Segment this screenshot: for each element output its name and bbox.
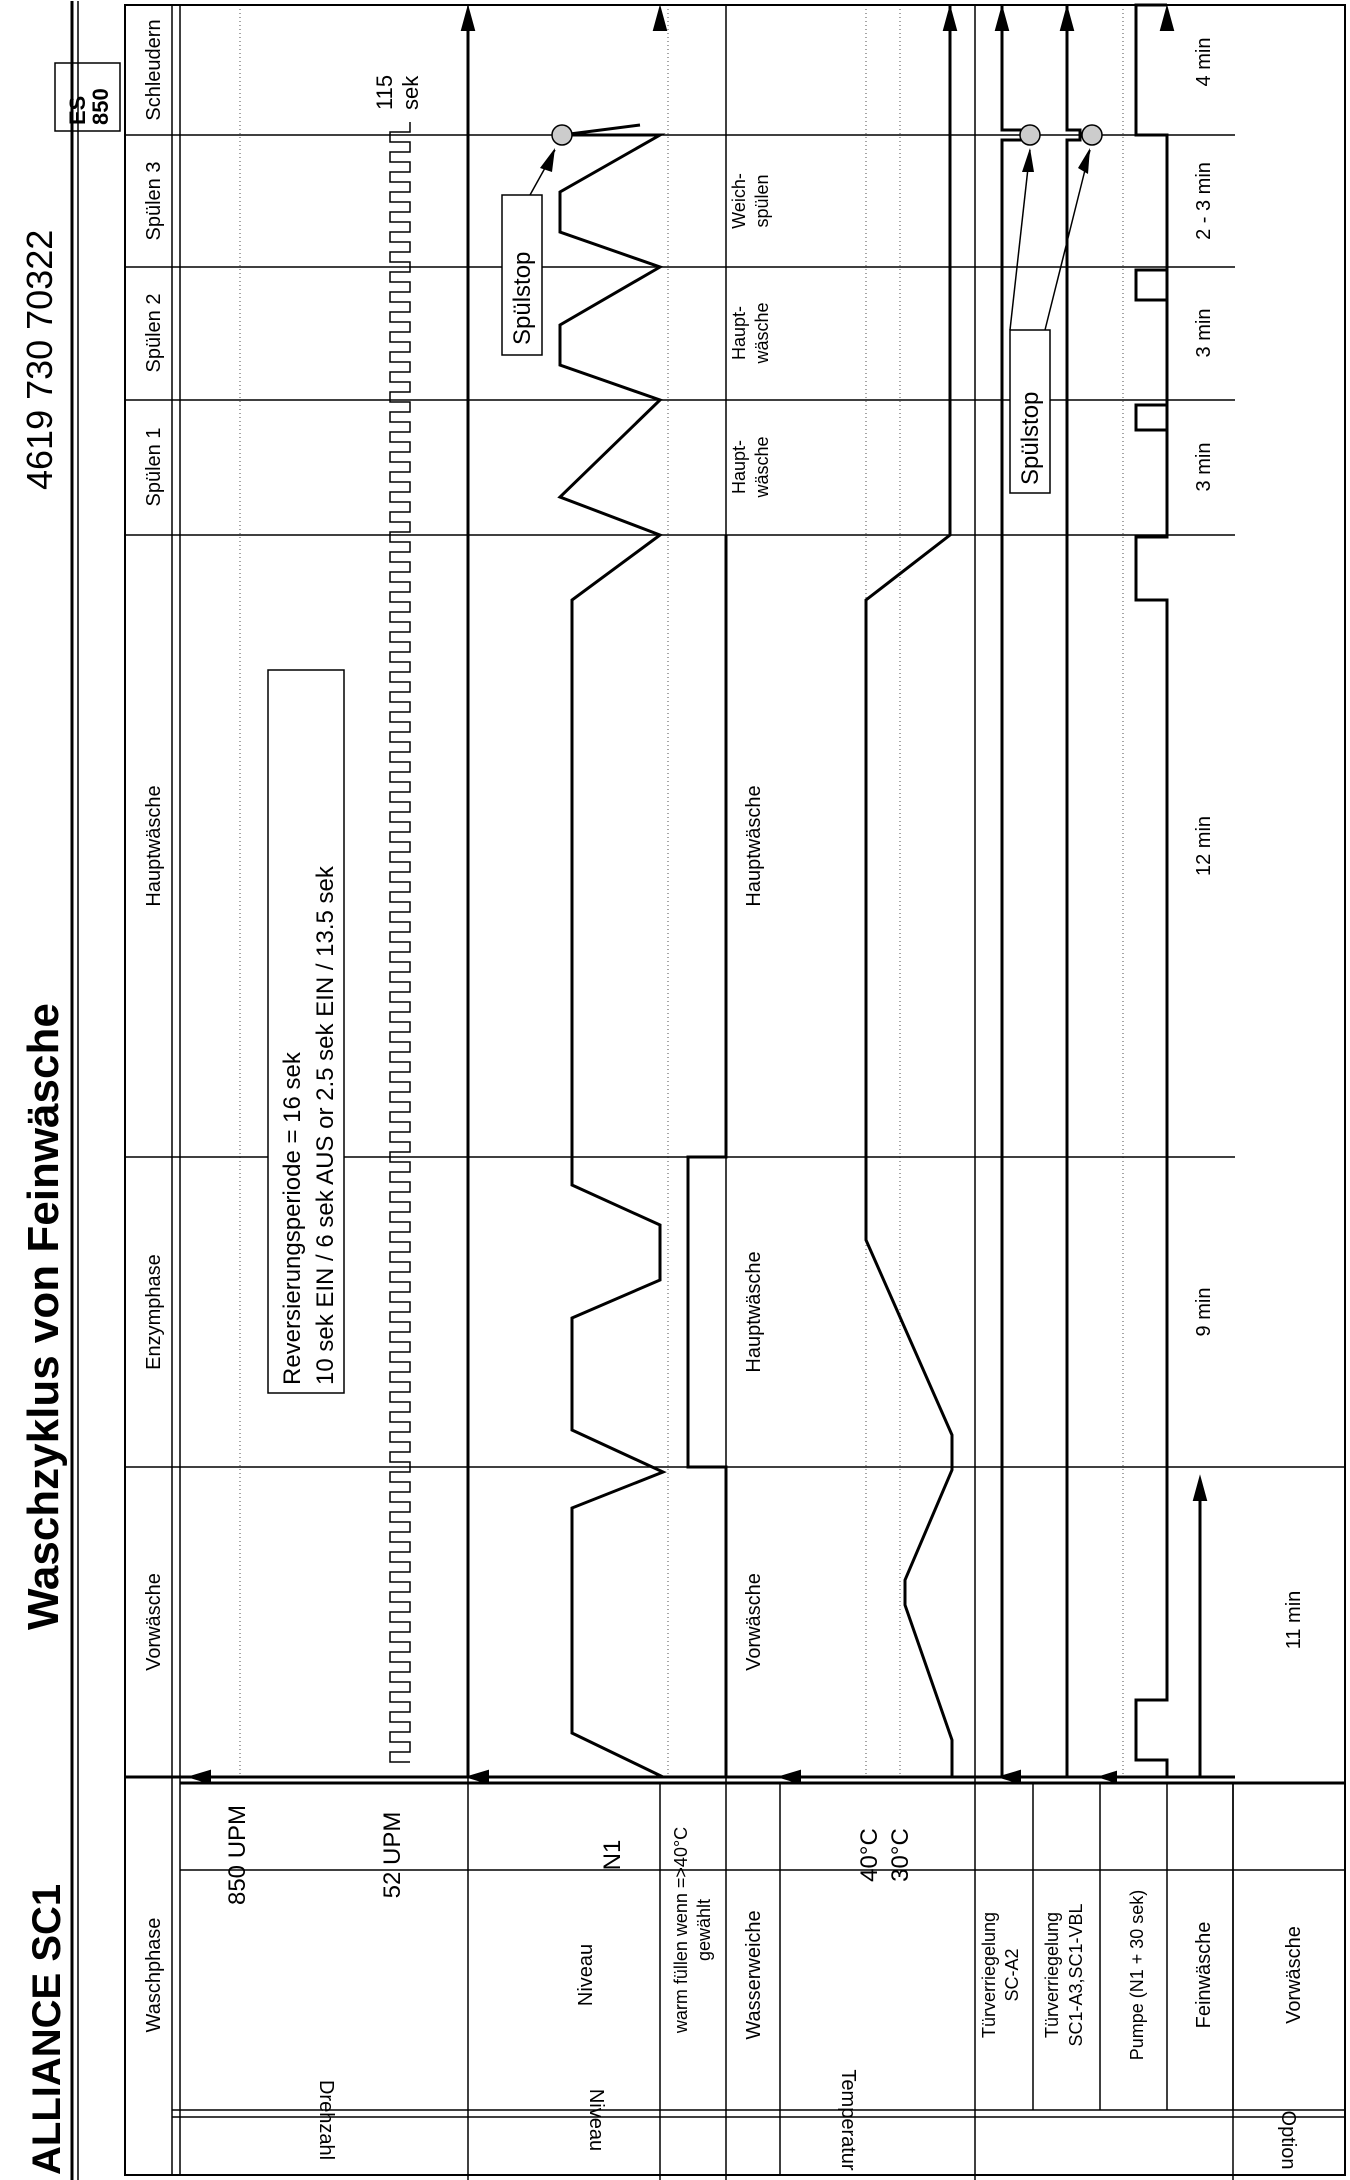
label-waschphase: Waschphase [143,1917,165,2033]
door-lock-a3-curve [1067,5,1095,1777]
note-boxes [55,60,1050,1393]
water-label-vorwaesche: Vorwäsche [743,1573,765,1671]
phase-label-spuelen1: Spülen 1 [143,427,165,507]
duration-spuelen2: 3 min [1193,308,1215,358]
phase-label-spuelen3: Spülen 3 [143,161,165,241]
group-label-temperatur: Temperatur [837,2069,859,2171]
level-curve [560,135,663,1777]
note-reversing-2: 10 sek EIN / 6 sek AUS or 2.5 sek EIN / 13.5 sek [312,866,339,1385]
signal-curves [468,5,1200,1777]
label-feinwaesche: Feinwäsche [1193,1921,1215,2029]
rinse-stop-arrowheads [540,148,1090,174]
label-pump: Pumpe (N1 + 30 sek) [1127,1889,1147,2061]
note-es-1: ES [65,95,90,125]
duration-option: 11 min [1283,1590,1305,1650]
group-label-option: Option [1277,2110,1299,2170]
phase-label-vorwaesche: Vorwäsche [143,1573,165,1671]
door-lock-a2-curve [1002,5,1038,1777]
phase-label-enzymphase: Enzymphase [143,1254,165,1370]
water-label-hauptwaesche: Hauptwäsche [743,785,765,907]
label-n1: N1 [599,1839,626,1871]
water-label-spuelen1-b: wäsche [752,436,772,498]
label-door-a3-1: Türverriegelung [1042,1911,1062,2039]
duration-hauptwaesche: 12 min [1193,815,1215,877]
duration-spuelen3: 2 - 3 min [1193,162,1215,240]
water-label-spuelen3-a: Weich- [729,173,749,229]
reversing-wave [390,122,410,1762]
phase-label-hauptwaesche: Hauptwäsche [143,785,165,907]
water-label-spuelen1-a: Haupt- [729,439,749,495]
duration-enzymphase: 9 min [1193,1287,1215,1337]
water-label-spuelen2-b: wäsche [752,302,772,364]
note-es-2: 850 [88,88,113,125]
duration-spuelen1: 3 min [1193,442,1215,492]
note-reversing-1: Reversierungsperiode = 16 sek [279,1052,306,1385]
label-door-a2-1: Türverriegelung [979,1911,999,2039]
label-speed-high: 850 UPM [224,1804,251,1906]
label-door-a3-2: SC1-A3,SC1-VBL [1066,1903,1086,2047]
water-valve-curve [688,535,726,1777]
phase-label-schleudern: Schleudern [143,19,165,121]
page-title: Waschzyklus von Feinwäsche [19,1003,68,1630]
note-rinse-stop-2: Spülstop [1017,391,1044,485]
part-number: 4619 730 70322 [19,229,60,490]
label-warm-fill-2: gewählt [694,1898,714,1962]
label-warm-fill-1: warm füllen wenn =>40°C [671,1826,691,2034]
duration-schleudern: 4 min [1193,37,1215,87]
note-spin-1: 115 [372,74,397,110]
temperature-curve [866,5,952,1777]
note-rinse-stop-1: Spülstop [509,251,536,345]
group-label-niveau: Niveau [585,2088,607,2152]
label-speed-low: 52 UPM [379,1811,406,1899]
group-label-drehzahl: Drehzahl [315,2079,337,2161]
label-vorwaesche: Vorwäsche [1283,1926,1305,2024]
label-temp-40: 40°C [856,1828,883,1882]
note-spin-2: sek [398,75,423,110]
label-temp-30: 30°C [887,1828,914,1882]
label-door-a2-2: SC-A2 [1002,1948,1022,2002]
water-label-spuelen2-a: Haupt- [729,305,749,361]
brand-title: ALLIANCE SC1 [25,1883,69,2175]
label-wasserweiche: Wasserweiche [743,1910,765,2040]
water-label-enzymphase: Hauptwäsche [743,1251,765,1373]
label-niveau: Niveau [575,1943,597,2007]
water-label-spuelen3-b: spülen [752,174,772,228]
rinse-stop-pointers [530,125,1102,330]
pump-curve [1136,5,1167,1777]
frame-lines [72,1,1345,2180]
phase-label-spuelen2: Spülen 2 [143,293,165,373]
